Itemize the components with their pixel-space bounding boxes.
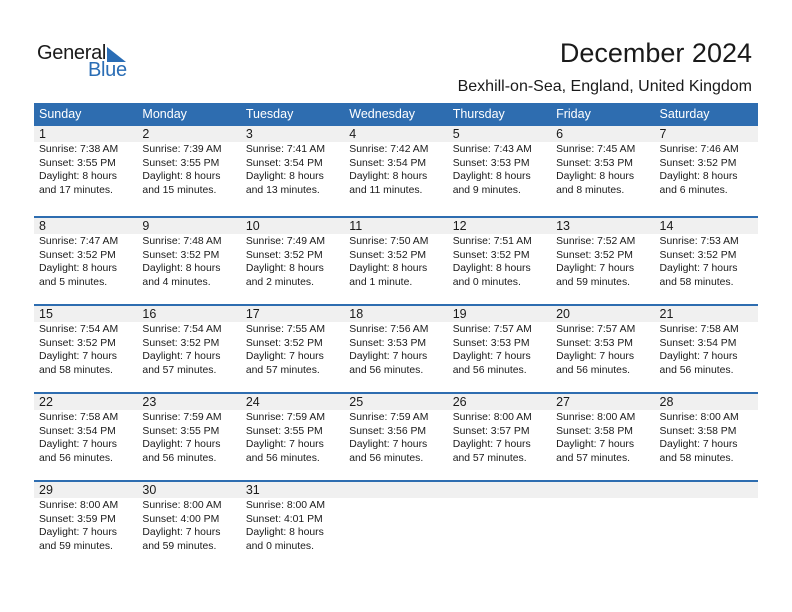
daylight-text: Daylight: 7 hours — [39, 351, 117, 362]
daylight-text: Daylight: 8 hours — [39, 171, 117, 182]
daylight-minutes-text: and 58 minutes. — [39, 364, 113, 376]
week-row — [34, 304, 758, 392]
day-cell — [137, 394, 240, 480]
sunrise-text: Sunrise: 7:43 AM — [452, 144, 532, 155]
daylight-minutes-text: and 1 minute. — [349, 276, 413, 288]
sunset-text: Sunset: 3:52 PM — [39, 337, 116, 349]
day-number — [655, 482, 758, 498]
daylight-text: Daylight: 7 hours — [245, 351, 324, 362]
daylight-text: Daylight: 8 hours — [245, 527, 324, 538]
daylight-minutes-text: and 11 minutes. — [349, 184, 423, 196]
daylight-minutes-text: and 0 minutes. — [245, 540, 315, 552]
day-info — [34, 142, 137, 197]
day-cell — [551, 306, 654, 392]
daylight-minutes-text: and 59 minutes. — [142, 540, 217, 552]
sunrise-text: Sunrise: 7:59 AM — [349, 412, 429, 423]
day-number: 25 — [344, 394, 447, 410]
day-number: 9 — [137, 218, 240, 234]
daylight-text: Daylight: 8 hours — [556, 171, 635, 182]
daylight-minutes-text: and 6 minutes. — [659, 184, 728, 196]
day-number: 5 — [448, 126, 551, 142]
day-info — [241, 498, 344, 553]
daylight-text: Daylight: 8 hours — [452, 171, 531, 182]
sunset-text: Sunset: 3:54 PM — [245, 157, 323, 169]
sunrise-text: Sunrise: 8:00 AM — [452, 412, 532, 423]
daylight-minutes-text: and 59 minutes. — [556, 276, 631, 288]
daylight-text: Daylight: 7 hours — [659, 263, 738, 274]
day-info — [448, 498, 551, 499]
day-number: 17 — [241, 306, 344, 322]
weekday-wednesday: Wednesday — [349, 107, 416, 121]
sunset-text: Sunset: 3:53 PM — [556, 337, 633, 349]
daylight-text: Daylight: 8 hours — [452, 263, 531, 274]
daylight-minutes-text: and 57 minutes. — [556, 452, 631, 464]
day-info — [551, 234, 654, 289]
sunrise-text: Sunrise: 8:00 AM — [39, 500, 119, 511]
daylight-minutes-text: and 56 minutes. — [659, 364, 734, 376]
day-info — [241, 234, 344, 289]
sunset-text: Sunset: 3:52 PM — [245, 249, 323, 261]
daylight-text: Daylight: 8 hours — [39, 263, 117, 274]
day-number: 16 — [137, 306, 240, 322]
day-cell — [448, 306, 551, 392]
day-number: 10 — [241, 218, 344, 234]
location-subtitle: Bexhill-on-Sea, England, United Kingdom — [457, 78, 752, 95]
daylight-text: Daylight: 7 hours — [659, 439, 738, 450]
day-info — [34, 322, 137, 377]
logo-blue-text: Blue — [88, 59, 127, 81]
daylight-text: Daylight: 7 hours — [142, 527, 221, 538]
day-number: 24 — [241, 394, 344, 410]
day-number: 22 — [34, 394, 137, 410]
daylight-text: Daylight: 7 hours — [39, 527, 117, 538]
daylight-text: Daylight: 8 hours — [349, 171, 428, 182]
sunset-text: Sunset: 3:52 PM — [556, 249, 633, 261]
day-number: 26 — [448, 394, 551, 410]
daylight-text: Daylight: 7 hours — [452, 351, 531, 362]
weekday-thursday: Thursday — [452, 107, 505, 121]
day-number: 15 — [34, 306, 137, 322]
day-info — [34, 410, 137, 465]
daylight-text: Daylight: 8 hours — [142, 263, 221, 274]
daylight-minutes-text: and 5 minutes. — [39, 276, 108, 288]
day-info — [551, 498, 654, 499]
day-cell — [34, 218, 137, 304]
day-info — [137, 234, 240, 289]
daylight-text: Daylight: 7 hours — [349, 439, 428, 450]
day-info — [655, 142, 758, 197]
day-info — [344, 322, 447, 377]
day-number: 31 — [241, 482, 344, 498]
daylight-text: Daylight: 8 hours — [142, 171, 221, 182]
sunrise-text: Sunrise: 7:56 AM — [349, 324, 429, 335]
daylight-minutes-text: and 9 minutes. — [452, 184, 521, 196]
sunset-text: Sunset: 3:52 PM — [39, 249, 116, 261]
weekday-monday: Monday — [142, 107, 187, 121]
daylight-minutes-text: and 57 minutes. — [142, 364, 217, 376]
sunrise-text: Sunrise: 7:51 AM — [452, 236, 532, 247]
daylight-text: Daylight: 7 hours — [452, 439, 531, 450]
logo — [37, 42, 137, 82]
day-cell — [344, 218, 447, 304]
daylight-text: Daylight: 7 hours — [142, 351, 221, 362]
week-row — [34, 216, 758, 304]
daylight-text: Daylight: 7 hours — [349, 351, 428, 362]
sunset-text: Sunset: 3:55 PM — [245, 425, 323, 437]
day-cell — [241, 126, 344, 216]
daylight-minutes-text: and 56 minutes. — [349, 364, 424, 376]
sunset-text: Sunset: 3:52 PM — [142, 337, 220, 349]
day-cell — [448, 394, 551, 480]
day-number: 7 — [655, 126, 758, 142]
daylight-minutes-text: and 4 minutes. — [142, 276, 211, 288]
daylight-text: Daylight: 8 hours — [659, 171, 738, 182]
sunset-text: Sunset: 3:58 PM — [556, 425, 633, 437]
day-cell — [137, 482, 240, 568]
daylight-minutes-text: and 56 minutes. — [349, 452, 424, 464]
day-cell — [551, 218, 654, 304]
day-cell — [241, 482, 344, 568]
daylight-minutes-text: and 56 minutes. — [245, 452, 320, 464]
sunrise-text: Sunrise: 7:59 AM — [142, 412, 222, 423]
sunset-text: Sunset: 4:01 PM — [245, 513, 323, 525]
sunrise-text: Sunrise: 7:52 AM — [556, 236, 636, 247]
sunrise-text: Sunrise: 7:48 AM — [142, 236, 222, 247]
day-cell — [241, 394, 344, 480]
day-number — [344, 482, 447, 498]
day-cell — [34, 126, 137, 216]
day-number: 1 — [34, 126, 137, 142]
day-cell — [34, 482, 137, 568]
daylight-minutes-text: and 59 minutes. — [39, 540, 113, 552]
day-cell — [655, 126, 758, 216]
sunrise-text: Sunrise: 7:54 AM — [39, 324, 119, 335]
sunrise-text: Sunrise: 7:45 AM — [556, 144, 636, 155]
sunrise-text: Sunrise: 8:00 AM — [556, 412, 636, 423]
daylight-minutes-text: and 56 minutes. — [452, 364, 527, 376]
weekday-saturday: Saturday — [659, 107, 710, 121]
daylight-minutes-text: and 58 minutes. — [659, 276, 734, 288]
day-cell — [241, 218, 344, 304]
sunset-text: Sunset: 3:58 PM — [659, 425, 737, 437]
day-number: 12 — [448, 218, 551, 234]
sunrise-text: Sunrise: 8:00 AM — [659, 412, 739, 423]
sunset-text: Sunset: 3:52 PM — [659, 249, 737, 261]
day-info — [655, 498, 758, 499]
day-info — [344, 142, 447, 197]
sunrise-text: Sunrise: 7:59 AM — [245, 412, 325, 423]
sunrise-text: Sunrise: 7:41 AM — [245, 144, 325, 155]
daylight-text: Daylight: 8 hours — [349, 263, 428, 274]
week-row — [34, 126, 758, 216]
day-cell — [137, 218, 240, 304]
day-info — [448, 322, 551, 377]
sunset-text: Sunset: 3:53 PM — [452, 337, 530, 349]
day-number: 13 — [551, 218, 654, 234]
daylight-minutes-text: and 58 minutes. — [659, 452, 734, 464]
sunrise-text: Sunrise: 7:50 AM — [349, 236, 429, 247]
day-info — [137, 142, 240, 197]
day-cell — [137, 306, 240, 392]
day-info — [655, 322, 758, 377]
daylight-minutes-text: and 13 minutes. — [245, 184, 320, 196]
daylight-text: Daylight: 8 hours — [245, 263, 324, 274]
sunset-text: Sunset: 3:59 PM — [39, 513, 116, 525]
day-cell — [551, 482, 654, 568]
day-number — [551, 482, 654, 498]
day-cell — [655, 306, 758, 392]
day-number: 4 — [344, 126, 447, 142]
sunrise-text: Sunrise: 7:53 AM — [659, 236, 739, 247]
day-info — [241, 142, 344, 197]
daylight-text: Daylight: 7 hours — [245, 439, 324, 450]
daylight-text: Daylight: 7 hours — [556, 351, 635, 362]
day-info — [344, 498, 447, 499]
day-info — [241, 322, 344, 377]
daylight-minutes-text: and 57 minutes. — [245, 364, 320, 376]
sunrise-text: Sunrise: 7:49 AM — [245, 236, 325, 247]
sunset-text: Sunset: 3:52 PM — [659, 157, 737, 169]
day-cell — [241, 306, 344, 392]
daylight-minutes-text: and 0 minutes. — [452, 276, 521, 288]
day-cell — [34, 306, 137, 392]
daylight-minutes-text: and 15 minutes. — [142, 184, 217, 196]
sunset-text: Sunset: 3:55 PM — [142, 425, 220, 437]
day-info — [551, 410, 654, 465]
daylight-text: Daylight: 7 hours — [659, 351, 738, 362]
day-cell — [551, 394, 654, 480]
sunset-text: Sunset: 3:53 PM — [556, 157, 633, 169]
day-cell — [137, 126, 240, 216]
day-info — [655, 410, 758, 465]
logo-general-text: General — [37, 42, 107, 64]
day-info — [448, 142, 551, 197]
sunrise-text: Sunrise: 7:57 AM — [452, 324, 532, 335]
sunrise-text: Sunrise: 7:47 AM — [39, 236, 119, 247]
weekday-friday: Friday — [556, 107, 591, 121]
weeks-container — [34, 126, 758, 568]
day-number: 23 — [137, 394, 240, 410]
day-info — [344, 410, 447, 465]
day-number: 30 — [137, 482, 240, 498]
day-number: 14 — [655, 218, 758, 234]
daylight-minutes-text: and 56 minutes. — [39, 452, 113, 464]
day-info — [551, 142, 654, 197]
day-info — [551, 322, 654, 377]
day-info — [655, 234, 758, 289]
week-row — [34, 480, 758, 568]
sunrise-text: Sunrise: 7:58 AM — [39, 412, 119, 423]
day-info — [344, 234, 447, 289]
daylight-text: Daylight: 7 hours — [556, 439, 635, 450]
daylight-minutes-text: and 8 minutes. — [556, 184, 625, 196]
sunrise-text: Sunrise: 7:46 AM — [659, 144, 739, 155]
day-cell — [448, 482, 551, 568]
sunset-text: Sunset: 3:54 PM — [39, 425, 116, 437]
sunset-text: Sunset: 3:54 PM — [349, 157, 427, 169]
day-cell — [448, 218, 551, 304]
daylight-minutes-text: and 56 minutes. — [556, 364, 631, 376]
day-info — [137, 410, 240, 465]
sunset-text: Sunset: 3:53 PM — [452, 157, 530, 169]
sunset-text: Sunset: 3:54 PM — [659, 337, 737, 349]
daylight-minutes-text: and 2 minutes. — [245, 276, 315, 288]
sunrise-text: Sunrise: 7:57 AM — [556, 324, 636, 335]
day-info — [137, 322, 240, 377]
day-info — [137, 498, 240, 553]
sunset-text: Sunset: 4:00 PM — [142, 513, 220, 525]
sunrise-text: Sunrise: 8:00 AM — [245, 500, 325, 511]
daylight-text: Daylight: 8 hours — [245, 171, 324, 182]
weekday-sunday: Sunday — [39, 107, 82, 121]
daylight-text: Daylight: 7 hours — [556, 263, 635, 274]
sunrise-text: Sunrise: 7:54 AM — [142, 324, 222, 335]
sunset-text: Sunset: 3:55 PM — [142, 157, 220, 169]
daylight-minutes-text: and 56 minutes. — [142, 452, 217, 464]
day-info — [448, 234, 551, 289]
day-number: 3 — [241, 126, 344, 142]
day-cell — [344, 482, 447, 568]
calendar-grid — [34, 103, 758, 568]
day-cell — [655, 394, 758, 480]
weekday-header — [34, 103, 758, 126]
day-number: 28 — [655, 394, 758, 410]
day-cell — [34, 394, 137, 480]
sunset-text: Sunset: 3:53 PM — [349, 337, 427, 349]
sunrise-text: Sunrise: 7:39 AM — [142, 144, 222, 155]
sunrise-text: Sunrise: 7:55 AM — [245, 324, 325, 335]
day-info — [241, 410, 344, 465]
day-cell — [551, 126, 654, 216]
daylight-minutes-text: and 57 minutes. — [452, 452, 527, 464]
day-number: 2 — [137, 126, 240, 142]
day-info — [34, 234, 137, 289]
sunset-text: Sunset: 3:57 PM — [452, 425, 530, 437]
weekday-tuesday: Tuesday — [245, 107, 294, 121]
sunrise-text: Sunrise: 7:42 AM — [349, 144, 429, 155]
daylight-text: Daylight: 7 hours — [142, 439, 221, 450]
day-number: 29 — [34, 482, 137, 498]
sunset-text: Sunset: 3:52 PM — [245, 337, 323, 349]
day-number — [448, 482, 551, 498]
day-cell — [344, 394, 447, 480]
day-number: 8 — [34, 218, 137, 234]
sunrise-text: Sunrise: 8:00 AM — [142, 500, 222, 511]
sunset-text: Sunset: 3:52 PM — [349, 249, 427, 261]
day-cell — [655, 218, 758, 304]
day-number: 6 — [551, 126, 654, 142]
day-info — [34, 498, 137, 553]
day-number: 20 — [551, 306, 654, 322]
day-number: 19 — [448, 306, 551, 322]
week-row — [34, 392, 758, 480]
day-cell — [344, 306, 447, 392]
day-cell — [344, 126, 447, 216]
day-number: 11 — [344, 218, 447, 234]
sunset-text: Sunset: 3:56 PM — [349, 425, 427, 437]
sunset-text: Sunset: 3:52 PM — [452, 249, 530, 261]
day-cell — [448, 126, 551, 216]
page-title: December 2024 — [559, 38, 752, 68]
day-info — [448, 410, 551, 465]
sunrise-text: Sunrise: 7:58 AM — [659, 324, 739, 335]
daylight-text: Daylight: 7 hours — [39, 439, 117, 450]
day-number: 18 — [344, 306, 447, 322]
day-cell — [655, 482, 758, 568]
sunrise-text: Sunrise: 7:38 AM — [39, 144, 119, 155]
sunset-text: Sunset: 3:55 PM — [39, 157, 116, 169]
sunset-text: Sunset: 3:52 PM — [142, 249, 220, 261]
daylight-minutes-text: and 17 minutes. — [39, 184, 113, 196]
day-number: 21 — [655, 306, 758, 322]
day-number: 27 — [551, 394, 654, 410]
